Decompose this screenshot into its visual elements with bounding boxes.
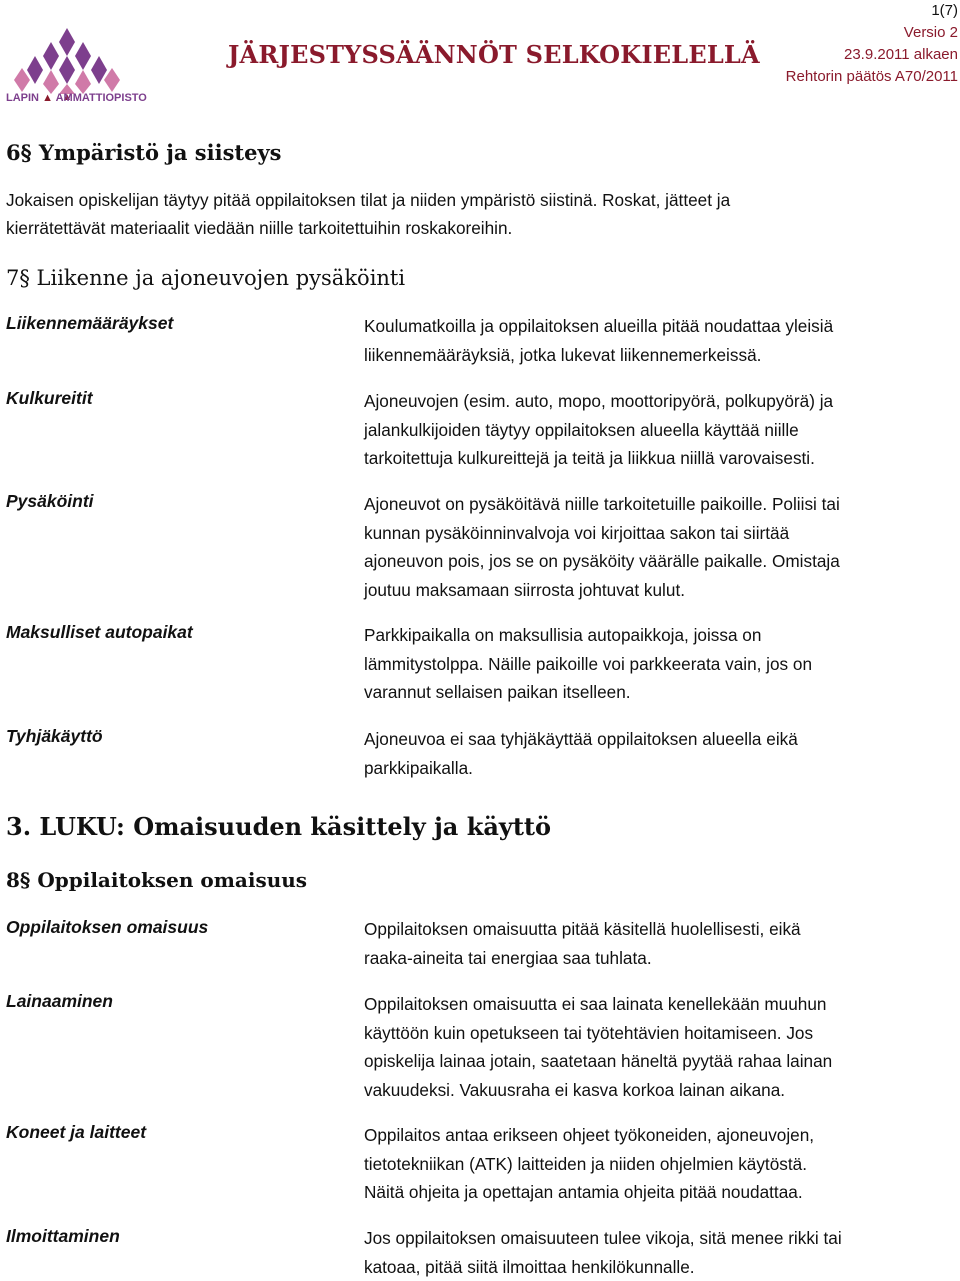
desc-line: Oppilaitoksen omaisuutta pitää käsitellä huolellisesti, eikä: [364, 915, 956, 944]
section-7-heading: 7§ Liikenne ja ajoneuvojen pysäköinti: [6, 266, 405, 290]
logo-text-left: LAPIN: [6, 92, 39, 104]
desc-line: käyttöön kuin opetukseen tai työtehtävien hoitamiseen. Jos: [364, 1019, 956, 1048]
desc-line: vakuudeksi. Vakuusraha ei kasva korkoa lainan aikana.: [364, 1076, 956, 1105]
desc-line: kunnan pysäköinninvalvoja voi kirjoittaa sakon tai siirtää: [364, 519, 956, 548]
logo-triangle-icon: ▲: [42, 92, 53, 104]
label-ilmoittaminen: Ilmoittaminen: [6, 1226, 120, 1247]
desc-line: Ajoneuvot on pysäköitävä niille tarkoitetuille paikoille. Poliisi tai: [364, 490, 956, 519]
desc-line: Parkkipaikalla on maksullisia autopaikkoja, joissa on: [364, 621, 956, 650]
desc-line: Ajoneuvoa ei saa tyhjäkäyttää oppilaitoksen alueella eikä: [364, 725, 956, 754]
desc-line: joutuu maksamaan siirrosta johtuvat kulut.: [364, 576, 956, 605]
version-label: Versio 2: [786, 22, 958, 44]
desc-line: liikennemääräyksiä, jotka lukevat liikennemerkeissä.: [364, 341, 956, 370]
desc-line: tietotekniikan (ATK) laitteiden ja niiden ohjelmien käytöstä.: [364, 1150, 956, 1179]
desc-line: tarkoitettuja kulkureittejä ja teitä ja liikkua niillä varovaisesti.: [364, 444, 956, 473]
label-pysakointi: Pysäköinti: [6, 491, 94, 512]
section-6-line-1: Jokaisen opiskelijan täytyy pitää oppilaitoksen tilat ja niiden ympäristö siistinä. Roskat, jätteet ja: [6, 186, 730, 215]
desc-liikennemaaraykset: [364, 312, 956, 369]
desc-tyhjakaytto: [364, 725, 956, 782]
section-6-line-2: kierrätettävät materiaalit viedään niille tarkoitettuihin roskakoreihin.: [6, 214, 512, 243]
institution-logo: [4, 20, 162, 108]
desc-line: parkkipaikalla.: [364, 754, 956, 783]
desc-pysakointi: [364, 490, 956, 604]
page-number: 1(7): [786, 0, 958, 22]
desc-line: varannut sellaisen paikan itselleen.: [364, 678, 956, 707]
desc-line: Koulumatkoilla ja oppilaitoksen alueilla pitää noudattaa yleisiä: [364, 312, 956, 341]
desc-line: ajoneuvon pois, jos se on pysäköity väärälle paikalle. Omistaja: [364, 547, 956, 576]
desc-kulkureitit: [364, 387, 956, 473]
desc-line: opiskelija lainaa jotain, saatetaan häneltä pyytää rahaa lainan: [364, 1047, 956, 1076]
header-meta: [786, 0, 958, 88]
desc-line: lämmitystolppa. Näille paikoille voi parkkeerata vain, jos on: [364, 650, 956, 679]
desc-line: Ajoneuvojen (esim. auto, mopo, moottoripyörä, polkupyörä) ja: [364, 387, 956, 416]
logo-text-right: AMMATTIOPISTO: [56, 92, 147, 104]
desc-line: raaka-aineita tai energiaa saa tuhlata.: [364, 944, 956, 973]
desc-line: jalankulkijoiden täytyy oppilaitoksen alueella käyttää niille: [364, 416, 956, 445]
label-kulkureitit: Kulkureitit: [6, 388, 93, 409]
decision-label: Rehtorin päätös A70/2011: [786, 66, 958, 88]
desc-oppilaitoksen-omaisuus: [364, 915, 956, 972]
chapter-3-heading: 3. LUKU: Omaisuuden käsittely ja käyttö: [6, 812, 551, 841]
desc-maksulliset-autopaikat: [364, 621, 956, 707]
label-koneet-ja-laitteet: Koneet ja laitteet: [6, 1122, 146, 1143]
desc-lainaaminen: [364, 990, 956, 1104]
desc-line: Jos oppilaitoksen omaisuuteen tulee vikoja, sitä menee rikki tai: [364, 1224, 956, 1253]
document-title: JÄRJESTYSSÄÄNNÖT SELKOKIELELLÄ: [228, 40, 760, 69]
label-liikennemaaraykset: Liikennemääräykset: [6, 313, 173, 334]
label-tyhjakaytto: Tyhjäkäyttö: [6, 726, 103, 747]
label-lainaaminen: Lainaaminen: [6, 991, 113, 1012]
desc-ilmoittaminen: [364, 1224, 956, 1281]
desc-line: katoaa, pitää siitä ilmoittaa henkilökunnalle.: [364, 1253, 956, 1281]
desc-line: Oppilaitoksen omaisuutta ei saa lainata kenellekään muuhun: [364, 990, 956, 1019]
section-6-heading: 6§ Ympäristö ja siisteys: [6, 140, 282, 165]
desc-koneet-ja-laitteet: [364, 1121, 956, 1207]
label-oppilaitoksen-omaisuus: Oppilaitoksen omaisuus: [6, 917, 208, 938]
desc-line: Näitä ohjeita ja opettajan antamia ohjeita pitää noudattaa.: [364, 1178, 956, 1207]
desc-line: Oppilaitos antaa erikseen ohjeet työkoneiden, ajoneuvojen,: [364, 1121, 956, 1150]
valid-from-label: 23.9.2011 alkaen: [786, 44, 958, 66]
section-8-heading: 8§ Oppilaitoksen omaisuus: [6, 868, 307, 892]
label-maksulliset-autopaikat: Maksulliset autopaikat: [6, 622, 193, 643]
